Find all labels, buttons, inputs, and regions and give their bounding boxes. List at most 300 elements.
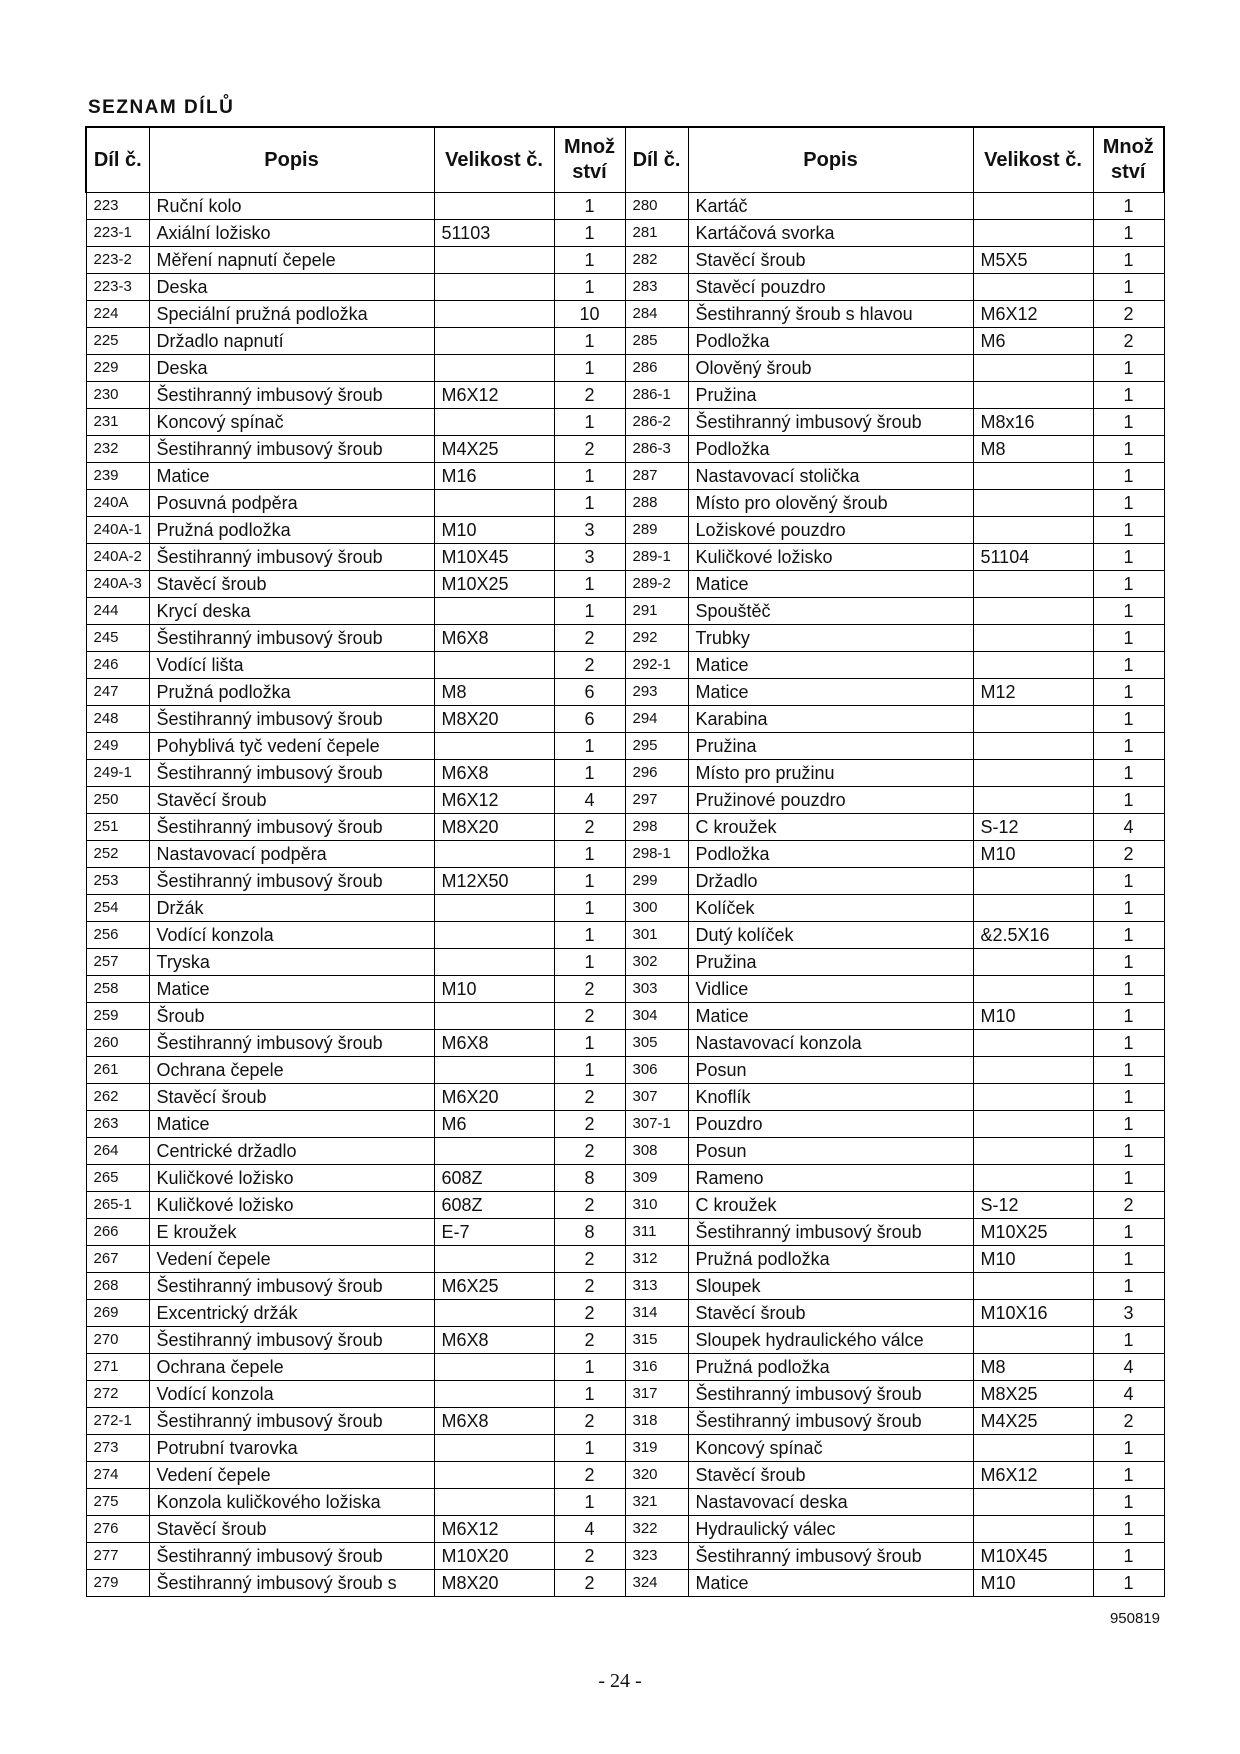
size-cell: [434, 1462, 554, 1489]
size-cell: 51103: [434, 220, 554, 247]
part-number-cell: 247: [86, 679, 149, 706]
part-number-cell: 316: [625, 1354, 688, 1381]
size-cell: M16: [434, 463, 554, 490]
quantity-cell: 1: [554, 463, 625, 490]
size-cell: M8X20: [434, 1570, 554, 1597]
table-row: [86, 1057, 1164, 1084]
table-row: [86, 382, 1164, 409]
table-row: [86, 1138, 1164, 1165]
size-cell: [973, 463, 1093, 490]
part-number-cell: 260: [86, 1030, 149, 1057]
table-row: [86, 220, 1164, 247]
size-cell: [973, 1435, 1093, 1462]
part-number-cell: 248: [86, 706, 149, 733]
table-row: [86, 436, 1164, 463]
quantity-cell: 1: [1093, 1165, 1164, 1192]
size-cell: [973, 274, 1093, 301]
size-cell: [973, 652, 1093, 679]
quantity-cell: 2: [1093, 1192, 1164, 1219]
part-number-cell: 289: [625, 517, 688, 544]
description-cell: Nastavovací stolička: [688, 463, 973, 490]
quantity-cell: 2: [554, 1543, 625, 1570]
part-number-cell: 309: [625, 1165, 688, 1192]
table-row: [86, 760, 1164, 787]
table-row: [86, 1300, 1164, 1327]
description-cell: Kuličkové ložisko: [688, 544, 973, 571]
description-cell: Šestihranný imbusový šroub: [149, 760, 434, 787]
table-row: [86, 517, 1164, 544]
table-row: [86, 1003, 1164, 1030]
description-cell: Šestihranný imbusový šroub: [149, 706, 434, 733]
description-cell: Šestihranný imbusový šroub: [149, 814, 434, 841]
description-cell: Matice: [688, 1570, 973, 1597]
quantity-cell: 1: [554, 355, 625, 382]
description-cell: Šestihranný imbusový šroub: [149, 625, 434, 652]
description-cell: Šestihranný imbusový šroub: [688, 1381, 973, 1408]
quantity-cell: 1: [1093, 895, 1164, 922]
quantity-cell: 1: [1093, 1138, 1164, 1165]
part-number-cell: 275: [86, 1489, 149, 1516]
description-cell: Kuličkové ložisko: [149, 1165, 434, 1192]
description-cell: Šestihranný imbusový šroub: [149, 1408, 434, 1435]
quantity-cell: 2: [554, 1003, 625, 1030]
part-number-cell: 308: [625, 1138, 688, 1165]
quantity-cell: 1: [1093, 1003, 1164, 1030]
description-cell: Ruční kolo: [149, 193, 434, 220]
quantity-cell: 1: [1093, 220, 1164, 247]
description-cell: Pružina: [688, 733, 973, 760]
description-cell: Rameno: [688, 1165, 973, 1192]
description-cell: Nastavovací podpěra: [149, 841, 434, 868]
description-cell: Konzola kuličkového ložiska: [149, 1489, 434, 1516]
description-cell: Koncový spínač: [149, 409, 434, 436]
table-row: [86, 1354, 1164, 1381]
description-cell: Šestihranný imbusový šroub: [149, 436, 434, 463]
part-number-cell: 310: [625, 1192, 688, 1219]
quantity-cell: 1: [554, 733, 625, 760]
quantity-cell: 1: [1093, 1246, 1164, 1273]
size-cell: M12X50: [434, 868, 554, 895]
quantity-cell: 2: [554, 1084, 625, 1111]
part-number-cell: 286: [625, 355, 688, 382]
quantity-cell: 2: [554, 1570, 625, 1597]
quantity-cell: 1: [1093, 1570, 1164, 1597]
description-cell: Ochrana čepele: [149, 1057, 434, 1084]
description-cell: Matice: [688, 679, 973, 706]
size-cell: [973, 220, 1093, 247]
quantity-cell: 1: [1093, 490, 1164, 517]
quantity-cell: 4: [1093, 814, 1164, 841]
size-cell: [973, 733, 1093, 760]
part-number-cell: 259: [86, 1003, 149, 1030]
part-number-cell: 300: [625, 895, 688, 922]
part-number-cell: 313: [625, 1273, 688, 1300]
header-description: Popis: [688, 127, 973, 193]
description-cell: Stavěcí šroub: [688, 247, 973, 274]
table-row: [86, 652, 1164, 679]
quantity-cell: 1: [1093, 760, 1164, 787]
part-number-cell: 306: [625, 1057, 688, 1084]
description-cell: Ložiskové pouzdro: [688, 517, 973, 544]
size-cell: M6X8: [434, 1327, 554, 1354]
size-cell: M6: [434, 1111, 554, 1138]
description-cell: Pouzdro: [688, 1111, 973, 1138]
part-number-cell: 265-1: [86, 1192, 149, 1219]
size-cell: [973, 517, 1093, 544]
quantity-cell: 1: [1093, 679, 1164, 706]
part-number-cell: 281: [625, 220, 688, 247]
part-number-cell: 262: [86, 1084, 149, 1111]
part-number-cell: 224: [86, 301, 149, 328]
part-number-cell: 320: [625, 1462, 688, 1489]
size-cell: [973, 1057, 1093, 1084]
quantity-cell: 1: [1093, 922, 1164, 949]
description-cell: Dutý kolíček: [688, 922, 973, 949]
part-number-cell: 249-1: [86, 760, 149, 787]
size-cell: M6X20: [434, 1084, 554, 1111]
part-number-cell: 249: [86, 733, 149, 760]
table-row: [86, 841, 1164, 868]
size-cell: M6X8: [434, 760, 554, 787]
size-cell: M10: [973, 841, 1093, 868]
description-cell: Pružina: [688, 949, 973, 976]
size-cell: [973, 490, 1093, 517]
quantity-cell: 2: [554, 1300, 625, 1327]
quantity-cell: 1: [1093, 463, 1164, 490]
description-cell: Sloupek hydraulického válce: [688, 1327, 973, 1354]
description-cell: Pružná podložka: [688, 1354, 973, 1381]
description-cell: Šroub: [149, 1003, 434, 1030]
description-cell: Stavěcí šroub: [149, 571, 434, 598]
part-number-cell: 318: [625, 1408, 688, 1435]
quantity-cell: 1: [554, 868, 625, 895]
table-row: [86, 1570, 1164, 1597]
part-number-cell: 223-2: [86, 247, 149, 274]
quantity-cell: 2: [554, 976, 625, 1003]
size-cell: S-12: [973, 1192, 1093, 1219]
size-cell: [973, 976, 1093, 1003]
part-number-cell: 307: [625, 1084, 688, 1111]
description-cell: Vidlice: [688, 976, 973, 1003]
quantity-cell: 2: [554, 436, 625, 463]
part-number-cell: 282: [625, 247, 688, 274]
size-cell: [973, 193, 1093, 220]
size-cell: M10X45: [434, 544, 554, 571]
size-cell: E-7: [434, 1219, 554, 1246]
description-cell: Vodící konzola: [149, 922, 434, 949]
quantity-cell: 1: [1093, 787, 1164, 814]
quantity-cell: 1: [1093, 1489, 1164, 1516]
description-cell: Podložka: [688, 841, 973, 868]
table-row: [86, 544, 1164, 571]
description-cell: Držák: [149, 895, 434, 922]
description-cell: Šestihranný šroub s hlavou: [688, 301, 973, 328]
part-number-cell: 231: [86, 409, 149, 436]
part-number-cell: 232: [86, 436, 149, 463]
size-cell: M10X45: [973, 1543, 1093, 1570]
description-cell: Kartáčová svorka: [688, 220, 973, 247]
quantity-cell: 1: [554, 571, 625, 598]
quantity-cell: 2: [554, 1408, 625, 1435]
part-number-cell: 284: [625, 301, 688, 328]
part-number-cell: 253: [86, 868, 149, 895]
quantity-cell: 1: [1093, 571, 1164, 598]
description-cell: Matice: [688, 652, 973, 679]
part-number-cell: 292: [625, 625, 688, 652]
table-row: [86, 328, 1164, 355]
part-number-cell: 286-2: [625, 409, 688, 436]
table-row: [86, 598, 1164, 625]
size-cell: [434, 922, 554, 949]
part-number-cell: 272-1: [86, 1408, 149, 1435]
size-cell: 608Z: [434, 1192, 554, 1219]
part-number-cell: 321: [625, 1489, 688, 1516]
description-cell: Šestihranný imbusový šroub: [688, 1219, 973, 1246]
size-cell: M6X12: [973, 1462, 1093, 1489]
description-cell: Koncový spínač: [688, 1435, 973, 1462]
header-size: Velikost č.: [434, 127, 554, 193]
header-quantity: Množ ství: [1093, 127, 1164, 193]
description-cell: Pružina: [688, 382, 973, 409]
part-number-cell: 276: [86, 1516, 149, 1543]
size-cell: [434, 1381, 554, 1408]
quantity-cell: 3: [1093, 1300, 1164, 1327]
description-cell: Pružná podložka: [688, 1246, 973, 1273]
size-cell: [434, 1300, 554, 1327]
part-number-cell: 223-3: [86, 274, 149, 301]
part-number-cell: 283: [625, 274, 688, 301]
table-row: [86, 787, 1164, 814]
table-row: [86, 1543, 1164, 1570]
description-cell: Šestihranný imbusový šroub s: [149, 1570, 434, 1597]
size-cell: [434, 1435, 554, 1462]
size-cell: M8: [434, 679, 554, 706]
table-row: [86, 895, 1164, 922]
size-cell: [434, 949, 554, 976]
size-cell: [434, 1354, 554, 1381]
header-quantity: Množ ství: [554, 127, 625, 193]
part-number-cell: 240A-1: [86, 517, 149, 544]
size-cell: [434, 1246, 554, 1273]
description-cell: Krycí deska: [149, 598, 434, 625]
table-row: [86, 409, 1164, 436]
quantity-cell: 2: [554, 1327, 625, 1354]
size-cell: [434, 355, 554, 382]
table-row: [86, 976, 1164, 1003]
quantity-cell: 2: [554, 625, 625, 652]
part-number-cell: 291: [625, 598, 688, 625]
table-row: [86, 1084, 1164, 1111]
size-cell: [973, 706, 1093, 733]
quantity-cell: 1: [554, 274, 625, 301]
page-title: SEZNAM DÍLŮ: [88, 97, 235, 118]
table-row: [86, 868, 1164, 895]
description-cell: E kroužek: [149, 1219, 434, 1246]
description-cell: Kolíček: [688, 895, 973, 922]
description-cell: Držadlo: [688, 868, 973, 895]
quantity-cell: 1: [1093, 733, 1164, 760]
size-cell: M6X12: [973, 301, 1093, 328]
part-number-cell: 252: [86, 841, 149, 868]
part-number-cell: 272: [86, 1381, 149, 1408]
part-number-cell: 295: [625, 733, 688, 760]
part-number-cell: 246: [86, 652, 149, 679]
table-row: [86, 1165, 1164, 1192]
part-number-cell: 256: [86, 922, 149, 949]
table-row: [86, 1381, 1164, 1408]
size-cell: [973, 949, 1093, 976]
description-cell: Šestihranný imbusový šroub: [688, 1408, 973, 1435]
part-number-cell: 244: [86, 598, 149, 625]
part-number-cell: 268: [86, 1273, 149, 1300]
quantity-cell: 2: [554, 1462, 625, 1489]
description-cell: Ochrana čepele: [149, 1354, 434, 1381]
quantity-cell: 1: [554, 409, 625, 436]
quantity-cell: 1: [1093, 1543, 1164, 1570]
size-cell: M6X8: [434, 625, 554, 652]
quantity-cell: 1: [1093, 1435, 1164, 1462]
size-cell: [973, 868, 1093, 895]
description-cell: Kartáč: [688, 193, 973, 220]
description-cell: Posuvná podpěra: [149, 490, 434, 517]
part-number-cell: 293: [625, 679, 688, 706]
table-row: [86, 679, 1164, 706]
part-number-cell: 225: [86, 328, 149, 355]
part-number-cell: 288: [625, 490, 688, 517]
size-cell: M6X12: [434, 787, 554, 814]
description-cell: Posun: [688, 1138, 973, 1165]
size-cell: [973, 625, 1093, 652]
quantity-cell: 1: [1093, 1030, 1164, 1057]
quantity-cell: 2: [554, 652, 625, 679]
quantity-cell: 1: [1093, 193, 1164, 220]
description-cell: Pružná podložka: [149, 517, 434, 544]
table-row: [86, 1273, 1164, 1300]
description-cell: Spouštěč: [688, 598, 973, 625]
size-cell: [434, 301, 554, 328]
table-row: [86, 625, 1164, 652]
part-number-cell: 269: [86, 1300, 149, 1327]
part-number-cell: 302: [625, 949, 688, 976]
size-cell: M10: [434, 517, 554, 544]
part-number-cell: 285: [625, 328, 688, 355]
description-cell: Šestihranný imbusový šroub: [149, 544, 434, 571]
part-number-cell: 299: [625, 868, 688, 895]
description-cell: Trubky: [688, 625, 973, 652]
size-cell: M8X25: [973, 1381, 1093, 1408]
part-number-cell: 297: [625, 787, 688, 814]
quantity-cell: 1: [554, 1489, 625, 1516]
part-number-cell: 271: [86, 1354, 149, 1381]
description-cell: Matice: [149, 1111, 434, 1138]
part-number-cell: 279: [86, 1570, 149, 1597]
size-cell: [973, 382, 1093, 409]
size-cell: M6X12: [434, 382, 554, 409]
part-number-cell: 265: [86, 1165, 149, 1192]
size-cell: M6X25: [434, 1273, 554, 1300]
table-header-row: [86, 127, 1164, 193]
part-number-cell: 239: [86, 463, 149, 490]
quantity-cell: 1: [554, 1057, 625, 1084]
part-number-cell: 301: [625, 922, 688, 949]
quantity-cell: 1: [1093, 247, 1164, 274]
description-cell: Matice: [149, 976, 434, 1003]
description-cell: Karabina: [688, 706, 973, 733]
quantity-cell: 1: [554, 1030, 625, 1057]
table-row: [86, 733, 1164, 760]
size-cell: M8x16: [973, 409, 1093, 436]
description-cell: Stavěcí šroub: [149, 1516, 434, 1543]
quantity-cell: 1: [554, 193, 625, 220]
part-number-cell: 261: [86, 1057, 149, 1084]
size-cell: [434, 1003, 554, 1030]
part-number-cell: 296: [625, 760, 688, 787]
part-number-cell: 258: [86, 976, 149, 1003]
quantity-cell: 1: [554, 1435, 625, 1462]
size-cell: M8: [973, 1354, 1093, 1381]
description-cell: Stavěcí pouzdro: [688, 274, 973, 301]
description-cell: Potrubní tvarovka: [149, 1435, 434, 1462]
description-cell: C kroužek: [688, 814, 973, 841]
description-cell: Pružná podložka: [149, 679, 434, 706]
description-cell: Měření napnutí čepele: [149, 247, 434, 274]
size-cell: [434, 1489, 554, 1516]
part-number-cell: 251: [86, 814, 149, 841]
part-number-cell: 289-2: [625, 571, 688, 598]
size-cell: [434, 490, 554, 517]
part-number-cell: 315: [625, 1327, 688, 1354]
description-cell: Matice: [688, 571, 973, 598]
size-cell: 51104: [973, 544, 1093, 571]
quantity-cell: 2: [554, 1111, 625, 1138]
quantity-cell: 2: [554, 1246, 625, 1273]
size-cell: M10X25: [434, 571, 554, 598]
quantity-cell: 1: [1093, 868, 1164, 895]
description-cell: Stavěcí šroub: [149, 787, 434, 814]
description-cell: Šestihranný imbusový šroub: [149, 1543, 434, 1570]
size-cell: M10: [973, 1003, 1093, 1030]
part-number-cell: 311: [625, 1219, 688, 1246]
quantity-cell: 2: [1093, 301, 1164, 328]
quantity-cell: 1: [1093, 1111, 1164, 1138]
description-cell: Stavěcí šroub: [149, 1084, 434, 1111]
size-cell: [973, 1327, 1093, 1354]
quantity-cell: 1: [1093, 1084, 1164, 1111]
size-cell: [973, 1489, 1093, 1516]
quantity-cell: 1: [554, 247, 625, 274]
size-cell: M10X16: [973, 1300, 1093, 1327]
part-number-cell: 250: [86, 787, 149, 814]
quantity-cell: 1: [1093, 1327, 1164, 1354]
quantity-cell: 1: [554, 220, 625, 247]
size-cell: [973, 1165, 1093, 1192]
size-cell: M10X25: [973, 1219, 1093, 1246]
size-cell: [434, 652, 554, 679]
description-cell: Šestihranný imbusový šroub: [149, 1327, 434, 1354]
description-cell: Excentrický držák: [149, 1300, 434, 1327]
table-row: [86, 1030, 1164, 1057]
quantity-cell: 3: [554, 517, 625, 544]
table-row: [86, 1219, 1164, 1246]
table-row: [86, 1192, 1164, 1219]
table-row: [86, 1111, 1164, 1138]
description-cell: Pohyblivá tyč vedení čepele: [149, 733, 434, 760]
description-cell: Šestihranný imbusový šroub: [688, 409, 973, 436]
part-number-cell: 240A: [86, 490, 149, 517]
size-cell: [434, 274, 554, 301]
description-cell: Sloupek: [688, 1273, 973, 1300]
quantity-cell: 1: [1093, 355, 1164, 382]
